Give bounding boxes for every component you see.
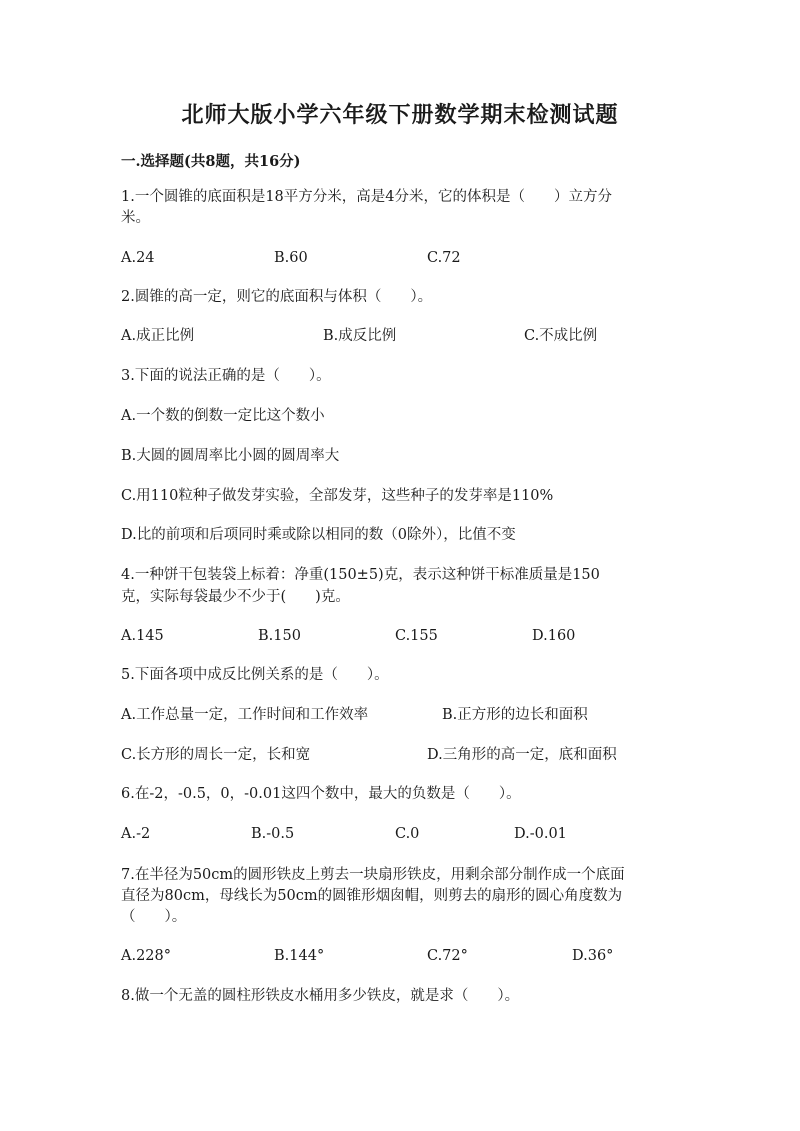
question-4-option-c: C.155 [395, 628, 438, 644]
question-6-stem-line-1: 6.在-2，-0.5，0，-0.01这四个数中，最大的负数是（ ）。 [121, 786, 521, 802]
question-2-option-c: C.不成比例 [524, 328, 598, 344]
question-1-option-b: B.60 [274, 250, 308, 266]
question-2-option-a: A.成正比例 [121, 328, 195, 344]
question-1-option-c: C.72 [427, 250, 461, 266]
question-7-option-b: B.144° [274, 948, 325, 964]
page-title: 北师大版小学六年级下册数学期末检测试题 [181, 102, 619, 128]
question-4-stem-line-1: 4.一种饼干包装袋上标着：净重(150±5)克，表示这种饼干标准质量是150 [121, 567, 600, 583]
question-3-option-b: B.大圆的圆周率比小圆的圆周率大 [121, 448, 340, 464]
question-6-option-a: A.-2 [121, 826, 151, 842]
question-8-stem-line-1: 8.做一个无盖的圆柱形铁皮水桶用多少铁皮，就是求（ ）。 [121, 988, 520, 1004]
question-2-stem-line-1: 2.圆锥的高一定，则它的底面积与体积（ ）。 [121, 289, 433, 305]
question-3-option-d: D.比的前项和后项同时乘或除以相同的数（0除外），比值不变 [121, 527, 516, 543]
question-5-option-c: C.长方形的周长一定，长和宽 [121, 747, 311, 763]
question-6-option-b: B.-0.5 [251, 826, 295, 842]
question-7-stem-line-2: 直径为80cm，母线长为50cm的圆锥形烟囱帽，则剪去的扇形的圆心角度数为 [121, 888, 623, 904]
question-2-option-b: B.成反比例 [323, 328, 397, 344]
question-6-option-c: C.0 [395, 826, 420, 842]
question-3-option-a: A.一个数的倒数一定比这个数小 [121, 408, 325, 424]
question-5-option-a: A.工作总量一定，工作时间和工作效率 [121, 707, 369, 723]
question-4-option-b: B.150 [258, 628, 301, 644]
section-heading: 一.选择题(共8题，共16分) [121, 153, 301, 170]
question-1-stem-line-1: 1.一个圆锥的底面积是18平方分米，高是4分米，它的体积是（ ）立方分 [121, 189, 613, 205]
question-4-option-d: D.160 [532, 628, 576, 644]
question-4-stem-line-2: 克，实际每袋最少不少于( )克。 [121, 589, 350, 605]
question-1-stem-line-2: 米。 [121, 210, 150, 226]
question-5-stem-line-1: 5.下面各项中成反比例关系的是（ ）。 [121, 667, 389, 683]
question-7-option-d: D.36° [572, 948, 614, 964]
question-5-option-b: B.正方形的边长和面积 [442, 707, 588, 723]
question-7-option-c: C.72° [427, 948, 468, 964]
question-3-stem-line-1: 3.下面的说法正确的是（ ）。 [121, 368, 331, 384]
question-7-stem-line-1: 7.在半径为50cm的圆形铁皮上剪去一块扇形铁皮，用剩余部分制作成一个底面 [121, 867, 625, 883]
question-5-option-d: D.三角形的高一定，底和面积 [427, 747, 617, 763]
question-4-option-a: A.145 [121, 628, 164, 644]
question-1-option-a: A.24 [121, 250, 155, 266]
question-3-option-c: C.用110粒种子做发芽实验，全部发芽，这些种子的发芽率是110% [121, 488, 554, 504]
question-7-option-a: A.228° [121, 948, 172, 964]
question-7-stem-line-3: （ ）。 [121, 909, 187, 925]
question-6-option-d: D.-0.01 [514, 826, 567, 842]
